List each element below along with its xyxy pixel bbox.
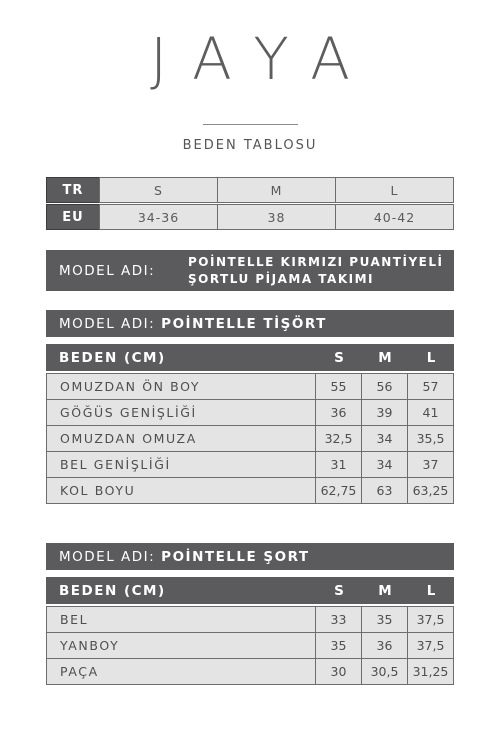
size-cell: L xyxy=(335,177,454,203)
size-row-tr xyxy=(46,177,454,203)
size-label-eu: EU xyxy=(46,204,100,230)
row-name: PAÇA xyxy=(60,664,99,679)
header-name: BEDEN (CM) xyxy=(59,349,166,366)
row-value: 35,5 xyxy=(407,426,453,451)
header-size: S xyxy=(334,349,344,366)
shorts-size-table xyxy=(46,577,454,685)
table-row xyxy=(46,373,454,400)
size-cell: 40-42 xyxy=(335,204,454,230)
row-value: 36 xyxy=(361,633,407,658)
table-row xyxy=(46,658,454,685)
row-name: OMUZDAN ÖN BOY xyxy=(60,379,201,394)
size-row-eu xyxy=(46,204,454,230)
table-body xyxy=(46,606,454,685)
row-name: YANBOY xyxy=(60,638,120,653)
row-value: 32,5 xyxy=(315,426,361,451)
row-value: 35 xyxy=(315,633,361,658)
header-size: L xyxy=(426,349,436,366)
shorts-label: MODEL ADI: xyxy=(59,548,156,565)
row-value: 30,5 xyxy=(361,659,407,684)
row-value: 35 xyxy=(361,607,407,632)
model-name xyxy=(188,254,443,288)
table-row xyxy=(46,451,454,478)
row-value: 55 xyxy=(315,374,361,399)
header-size: M xyxy=(378,349,392,366)
table-header xyxy=(46,577,454,604)
table-row xyxy=(46,477,454,504)
size-label-tr: TR xyxy=(46,177,100,203)
header-size: M xyxy=(378,582,392,599)
row-name: BEL GENİŞLİĞİ xyxy=(60,457,171,472)
table-row xyxy=(46,606,454,633)
size-cell: 38 xyxy=(217,204,336,230)
title-divider xyxy=(203,124,298,125)
row-value: 34 xyxy=(361,452,407,477)
page-title: BEDEN TABLOSU xyxy=(182,138,318,153)
row-value: 56 xyxy=(361,374,407,399)
tshirt-size-table xyxy=(46,344,454,504)
model-label: MODEL ADI: xyxy=(59,262,156,279)
size-cell: M xyxy=(217,177,336,203)
shorts-title-bar xyxy=(46,543,454,570)
row-name: GÖĞÜS GENİŞLİĞİ xyxy=(60,405,197,420)
tshirt-name: POİNTELLE TİŞÖRT xyxy=(161,315,327,332)
row-name: KOL BOYU xyxy=(60,483,136,498)
model-name-bar xyxy=(46,250,454,291)
row-value: 63,25 xyxy=(407,478,453,503)
row-value: 37,5 xyxy=(407,633,453,658)
row-value: 57 xyxy=(407,374,453,399)
model-name-line: ŞORTLU PİJAMA TAKIMI xyxy=(188,271,374,286)
header-size: L xyxy=(426,582,436,599)
table-header xyxy=(46,344,454,371)
row-value: 30 xyxy=(315,659,361,684)
brand-logo: JAYA xyxy=(150,25,376,93)
row-value: 37 xyxy=(407,452,453,477)
row-value: 37,5 xyxy=(407,607,453,632)
row-value: 31 xyxy=(315,452,361,477)
row-value: 33 xyxy=(315,607,361,632)
tshirt-title-bar xyxy=(46,310,454,337)
row-value: 31,25 xyxy=(407,659,453,684)
row-name: BEL xyxy=(60,612,89,627)
table-row xyxy=(46,632,454,659)
header-name: BEDEN (CM) xyxy=(59,582,166,599)
table-row xyxy=(46,399,454,426)
table-row xyxy=(46,425,454,452)
header-size: S xyxy=(334,582,344,599)
row-name: OMUZDAN OMUZA xyxy=(60,431,197,446)
row-value: 34 xyxy=(361,426,407,451)
row-value: 41 xyxy=(407,400,453,425)
table-body xyxy=(46,373,454,504)
tshirt-label: MODEL ADI: xyxy=(59,315,156,332)
size-cell: S xyxy=(99,177,218,203)
row-value: 62,75 xyxy=(315,478,361,503)
shorts-name: POİNTELLE ŞORT xyxy=(161,548,310,565)
model-name-line: POİNTELLE KIRMIZI PUANTİYELİ xyxy=(188,254,444,269)
row-value: 36 xyxy=(315,400,361,425)
size-cell: 34-36 xyxy=(99,204,218,230)
row-value: 39 xyxy=(361,400,407,425)
row-value: 63 xyxy=(361,478,407,503)
